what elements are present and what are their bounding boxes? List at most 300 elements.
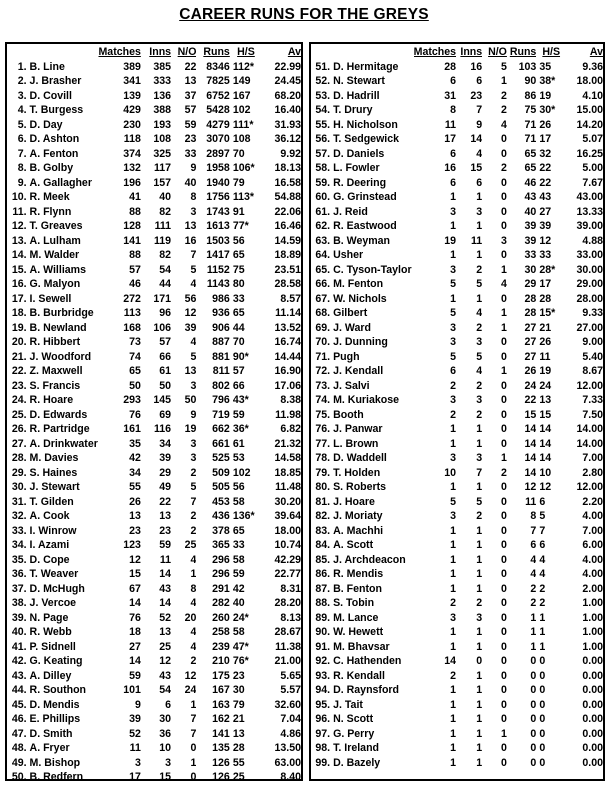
innings-cell: 12 xyxy=(159,655,172,667)
runs-cell: 39 xyxy=(524,220,537,232)
not-outs-cell: 0 xyxy=(501,220,507,232)
runs-cell: 12 xyxy=(524,481,537,493)
matches-cell: 293 xyxy=(123,394,141,406)
player-row xyxy=(7,89,301,104)
matches-cell: 1 xyxy=(450,684,457,696)
high-score-cell: 28* xyxy=(539,263,556,276)
high-score-cell: 2 xyxy=(539,582,546,595)
innings-cell: 44 xyxy=(159,278,172,290)
matches-cell: 132 xyxy=(123,162,141,174)
runs-cell: 0 xyxy=(530,655,537,667)
player-row xyxy=(7,74,301,89)
rank-cell: 44. xyxy=(11,684,27,696)
player-name-cell: A. Fenton xyxy=(29,147,79,160)
player-row xyxy=(311,451,603,466)
player-row xyxy=(311,103,603,118)
average-cell: 4.10 xyxy=(582,89,603,102)
high-score-cell: 28 xyxy=(232,742,245,754)
player-row xyxy=(311,553,603,568)
rank-cell: 42. xyxy=(11,655,27,667)
player-row xyxy=(7,147,301,162)
not-outs-cell: 59 xyxy=(184,118,197,131)
player-row xyxy=(311,669,603,684)
runs-cell: 881 xyxy=(212,350,230,363)
rank-cell: 48. xyxy=(11,742,27,754)
runs-cell: 986 xyxy=(212,292,230,305)
matches-cell: 3 xyxy=(450,205,457,218)
runs-cell: 33 xyxy=(524,249,537,261)
player-name-cell: M. Lance xyxy=(333,611,379,624)
innings-cell: 11 xyxy=(470,234,483,247)
runs-cell: 296 xyxy=(212,553,230,566)
average-cell: 9.92 xyxy=(280,147,301,160)
runs-cell: 453 xyxy=(212,495,230,508)
average-cell: 24.45 xyxy=(274,75,301,87)
rank-cell: 5. xyxy=(17,118,27,131)
high-score-cell: 24* xyxy=(232,611,249,624)
runs-cell: 4279 xyxy=(206,118,230,131)
not-outs-cell: 12 xyxy=(184,307,197,319)
runs-cell: 436 xyxy=(212,510,230,522)
average-cell: 18.00 xyxy=(576,75,603,87)
right-table-body xyxy=(311,60,603,771)
col-no-header: N/O xyxy=(488,46,507,58)
high-score-cell: 15* xyxy=(539,307,556,319)
rank-cell: 79. xyxy=(315,466,331,479)
matches-cell: 11 xyxy=(129,742,141,754)
rank-cell: 85. xyxy=(315,553,331,566)
runs-cell: 802 xyxy=(212,379,230,392)
player-name-cell: D. Bazely xyxy=(333,756,381,769)
player-row xyxy=(311,538,603,553)
innings-cell: 3 xyxy=(476,205,483,218)
innings-cell: 1 xyxy=(476,249,483,261)
matches-cell: 26 xyxy=(129,495,141,508)
matches-cell: 2 xyxy=(450,379,457,392)
innings-cell: 1 xyxy=(476,423,483,435)
player-row xyxy=(311,408,603,423)
not-outs-cell: 0 xyxy=(501,481,507,493)
not-outs-cell: 25 xyxy=(184,539,197,551)
not-outs-cell: 4 xyxy=(190,626,197,638)
innings-cell: 4 xyxy=(476,147,483,160)
rank-cell: 72. xyxy=(315,365,331,377)
not-outs-cell: 2 xyxy=(501,466,507,479)
high-score-cell: 58 xyxy=(232,495,245,508)
rank-cell: 6. xyxy=(17,133,27,145)
innings-cell: 69 xyxy=(159,408,172,421)
high-score-cell: 56 xyxy=(232,234,245,247)
matches-cell: 1 xyxy=(450,481,457,493)
rank-cell: 23. xyxy=(11,379,27,392)
runs-cell: 126 xyxy=(212,771,230,783)
player-row xyxy=(7,553,301,568)
player-name-cell: D. Cope xyxy=(29,553,70,566)
average-cell: 7.33 xyxy=(582,394,603,406)
not-outs-cell: 7 xyxy=(190,713,197,725)
player-name-cell: J. Vercoe xyxy=(29,597,77,609)
player-name-cell: B. Fenton xyxy=(333,582,382,595)
average-cell: 9.33 xyxy=(582,307,603,319)
innings-cell: 4 xyxy=(476,365,483,377)
matches-cell: 139 xyxy=(123,89,141,102)
innings-cell: 3 xyxy=(476,611,483,624)
not-outs-cell: 1 xyxy=(501,365,507,377)
runs-cell: 296 xyxy=(212,568,230,580)
player-row xyxy=(7,408,301,423)
runs-cell: 65 xyxy=(524,147,537,160)
matches-cell: 3 xyxy=(134,756,141,769)
high-score-cell: 19 xyxy=(539,365,552,377)
not-outs-cell: 3 xyxy=(190,452,197,464)
high-score-cell: 57 xyxy=(232,365,245,377)
runs-cell: 27 xyxy=(524,350,537,363)
player-name-cell: D. Hadrill xyxy=(333,89,380,102)
player-row xyxy=(7,770,301,785)
average-cell: 6.82 xyxy=(280,423,301,435)
high-score-cell: 12 xyxy=(539,234,552,247)
innings-cell: 7 xyxy=(476,104,483,116)
not-outs-cell: 0 xyxy=(501,249,507,261)
matches-cell: 39 xyxy=(129,713,141,725)
not-outs-cell: 0 xyxy=(190,742,197,754)
innings-cell: 49 xyxy=(159,481,172,493)
rank-cell: 32. xyxy=(11,510,27,522)
matches-cell: 88 xyxy=(129,249,141,261)
matches-cell: 5 xyxy=(450,495,457,508)
runs-cell: 291 xyxy=(212,582,230,595)
rank-cell: 18. xyxy=(11,307,27,319)
average-cell: 1.00 xyxy=(582,611,603,624)
rank-cell: 15. xyxy=(11,263,27,276)
average-cell: 14.59 xyxy=(274,234,301,247)
average-cell: 4.00 xyxy=(582,553,603,566)
runs-cell: 210 xyxy=(212,655,230,667)
player-row xyxy=(7,350,301,365)
high-score-cell: 7 xyxy=(539,524,546,537)
rank-cell: 65. xyxy=(315,263,331,276)
innings-cell: 50 xyxy=(159,379,172,392)
player-name-cell: D. Daniels xyxy=(333,147,385,160)
runs-cell: 1743 xyxy=(206,205,230,218)
innings-cell: 157 xyxy=(153,176,172,189)
not-outs-cell: 57 xyxy=(184,104,197,116)
high-score-cell: 0 xyxy=(539,756,546,769)
rank-cell: 40. xyxy=(11,626,27,638)
runs-cell: 26 xyxy=(524,365,537,377)
high-score-cell: 75 xyxy=(232,263,245,276)
player-name-cell: Z. Maxwell xyxy=(29,365,83,377)
runs-cell: 282 xyxy=(212,597,230,609)
innings-cell: 14 xyxy=(470,133,483,145)
high-score-cell: 14 xyxy=(539,423,552,435)
innings-cell: 96 xyxy=(159,307,172,319)
average-cell: 32.60 xyxy=(274,698,301,711)
rank-cell: 87. xyxy=(315,582,331,595)
high-score-cell: 102 xyxy=(232,104,251,116)
rank-cell: 71. xyxy=(315,350,331,363)
player-row xyxy=(7,509,301,524)
runs-cell: 260 xyxy=(212,611,230,624)
average-cell: 33.00 xyxy=(576,249,603,261)
runs-cell: 2897 xyxy=(206,147,230,160)
innings-cell: 106 xyxy=(153,321,172,334)
player-row xyxy=(7,625,301,640)
player-name-cell: G. Keating xyxy=(29,655,83,667)
high-score-cell: 24 xyxy=(539,379,552,392)
not-outs-cell: 1 xyxy=(501,75,507,87)
average-cell: 16.90 xyxy=(274,365,301,377)
player-row xyxy=(311,509,603,524)
average-cell: 8.13 xyxy=(280,611,301,624)
runs-cell: 0 xyxy=(530,727,537,740)
average-cell: 28.20 xyxy=(274,597,301,609)
rank-cell: 10. xyxy=(11,191,27,203)
player-row xyxy=(311,567,603,582)
average-cell: 68.20 xyxy=(274,89,301,102)
average-cell: 12.00 xyxy=(576,379,603,392)
player-row xyxy=(7,683,301,698)
innings-cell: 116 xyxy=(153,423,172,435)
average-cell: 28.00 xyxy=(576,292,603,305)
player-name-cell: A. Scott xyxy=(333,539,374,551)
runs-cell: 936 xyxy=(212,307,230,319)
average-cell: 0.00 xyxy=(582,742,603,754)
matches-cell: 1 xyxy=(450,423,457,435)
high-score-cell: 39 xyxy=(539,220,552,232)
matches-cell: 6 xyxy=(450,365,457,377)
runs-cell: 378 xyxy=(212,524,230,537)
rank-cell: 50. xyxy=(11,771,27,783)
runs-cell: 3070 xyxy=(206,133,230,145)
matches-cell: 12 xyxy=(129,553,141,566)
matches-cell: 1 xyxy=(450,539,457,551)
high-score-cell: 102 xyxy=(232,466,251,479)
average-cell: 9.36 xyxy=(582,60,603,73)
innings-cell: 34 xyxy=(159,437,172,450)
not-outs-cell: 5 xyxy=(190,263,197,276)
col-no-header: N/O xyxy=(177,46,197,58)
rank-cell: 13. xyxy=(11,234,27,247)
innings-cell: 1 xyxy=(476,481,483,493)
average-cell: 11.48 xyxy=(275,481,301,493)
rank-cell: 37. xyxy=(11,582,27,595)
average-cell: 5.07 xyxy=(582,133,603,145)
innings-cell: 16 xyxy=(470,60,483,73)
runs-cell: 6 xyxy=(530,539,537,551)
rank-cell: 81. xyxy=(315,495,331,508)
rank-cell: 97. xyxy=(315,727,331,740)
high-score-cell: 14 xyxy=(539,452,552,464)
player-name-cell: A. Fryer xyxy=(29,742,70,754)
average-cell: 30.20 xyxy=(274,495,301,508)
player-name-cell: T. Sedgewick xyxy=(333,133,400,145)
player-name-cell: D. Hermitage xyxy=(333,60,399,73)
matches-cell: 52 xyxy=(129,727,141,740)
not-outs-cell: 4 xyxy=(190,597,197,609)
average-cell: 7.00 xyxy=(582,452,603,464)
player-name-cell: J. Reid xyxy=(333,205,368,218)
player-name-cell: D. Covill xyxy=(29,89,72,102)
matches-cell: 2 xyxy=(450,597,457,609)
not-outs-cell: 56 xyxy=(184,292,197,305)
not-outs-cell: 1 xyxy=(501,263,507,276)
average-cell: 15.00 xyxy=(576,104,603,116)
player-name-cell: B. Burbridge xyxy=(29,307,94,319)
runs-cell: 24 xyxy=(524,379,537,392)
runs-cell: 719 xyxy=(212,408,230,421)
high-score-cell: 111* xyxy=(232,118,254,131)
average-cell: 4.00 xyxy=(582,510,603,522)
player-name-cell: P. Sidnell xyxy=(29,640,76,653)
innings-cell: 1 xyxy=(476,539,483,551)
high-score-cell: 59 xyxy=(232,568,245,580)
average-cell: 9.00 xyxy=(582,336,603,348)
not-outs-cell: 3 xyxy=(190,437,197,450)
rank-cell: 67. xyxy=(315,292,331,305)
player-name-cell: R. Flynn xyxy=(29,205,72,218)
average-cell: 39.64 xyxy=(274,510,301,522)
not-outs-cell: 2 xyxy=(501,162,507,174)
average-cell: 11.98 xyxy=(275,408,301,421)
player-name-cell: G. Perry xyxy=(333,727,375,740)
player-row xyxy=(311,132,603,147)
runs-cell: 258 xyxy=(212,626,230,638)
not-outs-cell: 0 xyxy=(501,205,507,218)
not-outs-cell: 0 xyxy=(501,655,507,667)
rank-cell: 68. xyxy=(315,307,331,319)
matches-cell: 23 xyxy=(129,524,141,537)
not-outs-cell: 3 xyxy=(501,234,507,247)
player-name-cell: D. Smith xyxy=(29,727,73,740)
player-name-cell: H. Nicholson xyxy=(333,118,398,131)
average-cell: 43.00 xyxy=(576,191,603,203)
high-score-cell: 19 xyxy=(539,89,552,102)
innings-cell: 13 xyxy=(159,510,172,522)
player-name-cell: B. Weyman xyxy=(333,234,391,247)
matches-cell: 123 xyxy=(123,539,141,551)
high-score-cell: 65 xyxy=(232,307,245,319)
high-score-cell: 5 xyxy=(539,510,546,522)
player-row xyxy=(311,248,603,263)
runs-cell: 29 xyxy=(524,278,537,290)
player-row xyxy=(311,350,603,365)
runs-cell: 103 xyxy=(518,60,537,73)
high-score-cell: 25 xyxy=(232,771,245,783)
average-cell: 0.00 xyxy=(582,727,603,740)
rank-cell: 60. xyxy=(315,191,331,203)
player-row xyxy=(311,176,603,191)
innings-cell: 14 xyxy=(159,568,172,580)
rank-cell: 53. xyxy=(315,89,331,102)
high-score-cell: 0 xyxy=(539,669,546,682)
matches-cell: 161 xyxy=(123,423,141,435)
high-score-cell: 76* xyxy=(232,655,249,667)
rank-cell: 63. xyxy=(315,234,331,247)
runs-cell: 43 xyxy=(524,191,537,203)
innings-cell: 59 xyxy=(159,539,172,551)
high-score-cell: 35 xyxy=(539,60,552,73)
innings-cell: 1 xyxy=(476,669,483,682)
runs-cell: 75 xyxy=(524,104,537,116)
matches-cell: 27 xyxy=(129,640,141,653)
not-outs-cell: 8 xyxy=(190,191,197,203)
high-score-cell: 1 xyxy=(539,640,546,653)
not-outs-cell: 1 xyxy=(190,568,197,580)
high-score-cell: 43 xyxy=(539,191,552,203)
innings-cell: 1 xyxy=(476,756,483,769)
average-cell: 14.00 xyxy=(576,423,603,435)
player-row xyxy=(311,756,603,771)
rank-cell: 57. xyxy=(315,147,331,160)
innings-cell: 6 xyxy=(476,75,483,87)
average-cell: 39.00 xyxy=(576,220,603,232)
not-outs-cell: 0 xyxy=(501,524,507,537)
rank-cell: 39. xyxy=(11,611,27,624)
not-outs-cell: 5 xyxy=(501,60,507,73)
innings-cell: 57 xyxy=(159,336,172,348)
innings-cell: 1 xyxy=(476,191,483,203)
not-outs-cell: 37 xyxy=(184,89,197,102)
matches-cell: 5 xyxy=(450,307,457,319)
high-score-cell: 14 xyxy=(539,437,552,450)
rank-cell: 25. xyxy=(11,408,27,421)
rank-cell: 19. xyxy=(11,321,27,334)
innings-cell: 145 xyxy=(153,394,172,406)
player-row xyxy=(7,161,301,176)
not-outs-cell: 9 xyxy=(190,408,197,421)
matches-cell: 9 xyxy=(134,698,141,711)
runs-cell: 662 xyxy=(212,423,230,435)
col-inns-header: Inns xyxy=(149,46,172,58)
matches-cell: 374 xyxy=(123,147,141,160)
high-score-cell: 167 xyxy=(232,89,251,102)
not-outs-cell: 0 xyxy=(501,713,507,725)
not-outs-cell: 0 xyxy=(501,756,507,769)
matches-cell: 196 xyxy=(123,176,141,189)
matches-cell: 341 xyxy=(123,75,141,87)
col-matches-header: Matches xyxy=(98,46,141,58)
high-score-cell: 0 xyxy=(539,727,546,740)
average-cell: 7.50 xyxy=(582,408,603,421)
player-row xyxy=(7,538,301,553)
innings-cell: 43 xyxy=(159,669,172,682)
player-name-cell: A. Cook xyxy=(29,510,70,522)
runs-cell: 1503 xyxy=(206,234,230,247)
high-score-cell: 33 xyxy=(539,249,552,261)
rank-cell: 83. xyxy=(315,524,331,537)
innings-cell: 171 xyxy=(153,292,172,305)
average-cell: 54.88 xyxy=(274,191,301,203)
matches-cell: 3 xyxy=(450,510,457,522)
player-row xyxy=(311,263,603,278)
player-row xyxy=(7,321,301,336)
average-cell: 5.00 xyxy=(582,162,603,174)
player-row xyxy=(311,190,603,205)
matches-cell: 76 xyxy=(129,611,141,624)
col-runs-header: Runs xyxy=(203,46,230,58)
high-score-cell: 0 xyxy=(539,742,546,754)
not-outs-cell: 4 xyxy=(190,278,197,290)
player-row xyxy=(311,625,603,640)
average-cell: 7.67 xyxy=(582,176,603,189)
average-cell: 21.00 xyxy=(274,655,301,667)
matches-cell: 230 xyxy=(123,118,141,131)
average-cell: 63.00 xyxy=(274,756,301,769)
high-score-cell: 38* xyxy=(539,75,556,87)
runs-cell: 1613 xyxy=(206,220,230,232)
average-cell: 7.04 xyxy=(280,713,301,725)
